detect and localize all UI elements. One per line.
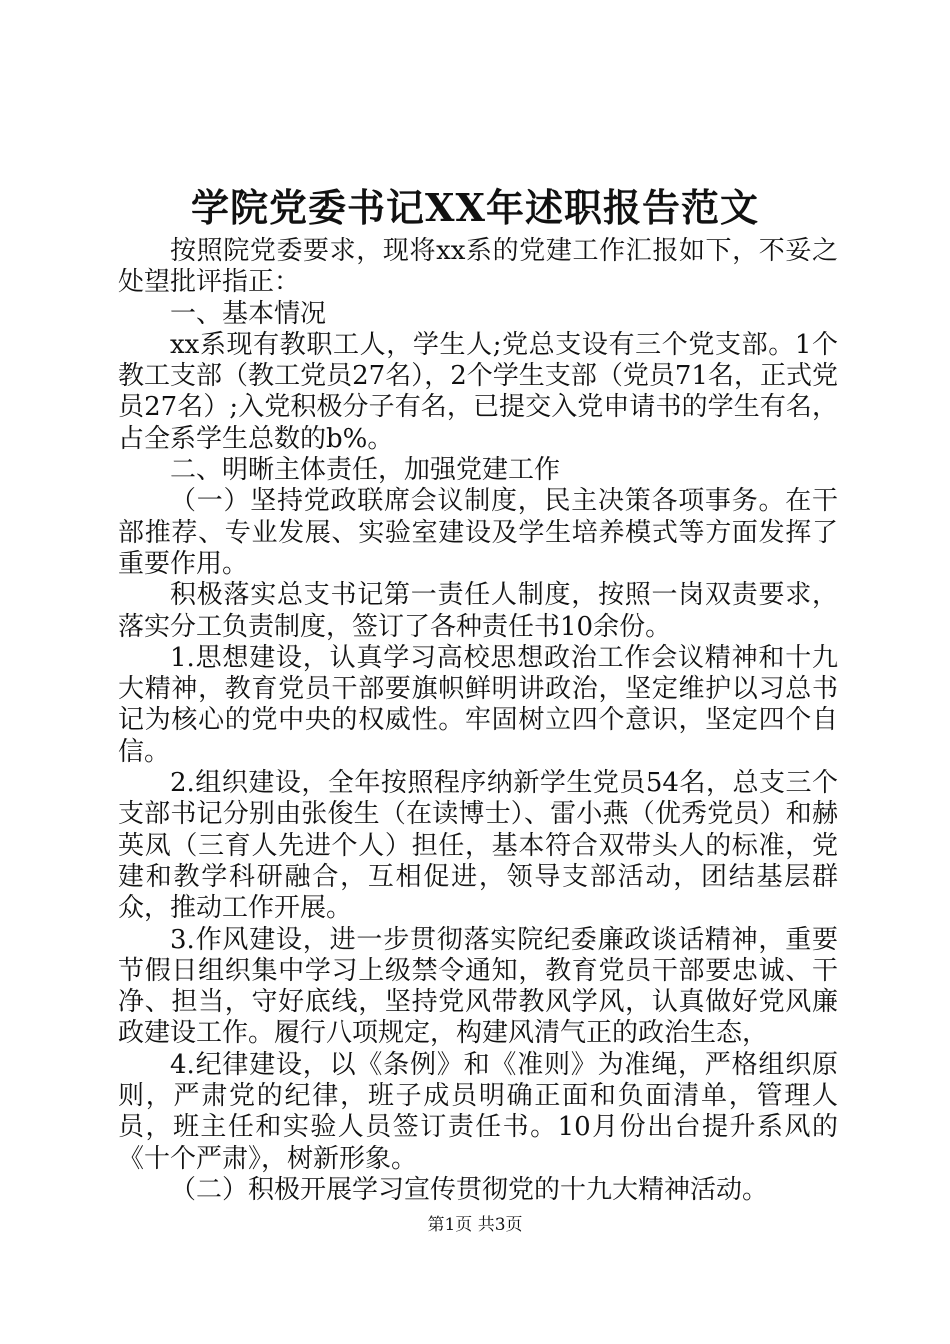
paragraph-organization: 2.组织建设，全年按照程序纳新学生党员54名，总支三个支部书记分别由张俊生（在读博士）、雷小燕（优秀党员）和赫英凤（三育人先进个人）担任，基本符合双带头人的标准，党建和教学科研融合，互相促进，领导支部活动，团结基层群众，推动工作开展。 — [118, 768, 838, 924]
section-heading-responsibility: 二、明晰主体责任，加强党建工作 — [170, 455, 561, 486]
paragraph-joint-meeting: （一）坚持党政联席会议制度，民主决策各项事务。在干部推荐、专业发展、实验室建设及学生培养模式等方面发挥了重要作用。 — [118, 486, 838, 579]
paragraph-work-style: 3.作风建设，进一步贯彻落实院纪委廉政谈话精神，重要节假日组织集中学习上级禁令通知，教育党员干部要忠诚、干净、担当，守好底线，坚持党风带教风学风，认真做好党风廉政建设工作。履行八项规定，构建风清气正的政治生态， — [118, 924, 838, 1049]
paragraph-basic-info: xx系现有教职工人，学生人;党总支设有三个党支部。1个教工支部（教工党员27名），2个学生支部（党员71名，正式党员27名）;入党积极分子有名，已提交入党申请书的学生有名，占全系学生总数的b%。 — [118, 329, 838, 454]
document-body — [118, 236, 838, 1206]
paragraph-intro: 按照院党委要求，现将xx系的党建工作汇报如下，不妥之处望批评指正： — [118, 236, 838, 298]
paragraph-responsibility-system: 积极落实总支书记第一责任人制度，按照一岗双责要求，落实分工负责制度，签订了各种责任书10余份。 — [118, 580, 838, 642]
paragraph-study-activities: （二）积极开展学习宣传贯彻党的十九大精神活动。 — [170, 1174, 769, 1205]
paragraph-ideology: 1.思想建设，认真学习高校思想政治工作会议精神和十九大精神，教育党员干部要旗帜鲜明讲政治，坚定维护以习总书记为核心的党中央的权威性。牢固树立四个意识，坚定四个自信。 — [118, 642, 838, 767]
section-heading-basic: 一、基本情况 — [170, 298, 327, 329]
page-footer — [0, 1213, 950, 1237]
page-indicator: 第1页 共3页 — [427, 1215, 523, 1235]
document-title: 学院党委书记XX年述职报告范文 — [191, 185, 759, 230]
paragraph-discipline: 4.纪律建设，以《条例》和《准则》为准绳，严格组织原则，严肃党的纪律，班子成员明确正面和负面清单，管理人员，班主任和实验人员签订责任书。10月份出台提升系风的《十个严肃》，树新形象。 — [118, 1049, 838, 1174]
